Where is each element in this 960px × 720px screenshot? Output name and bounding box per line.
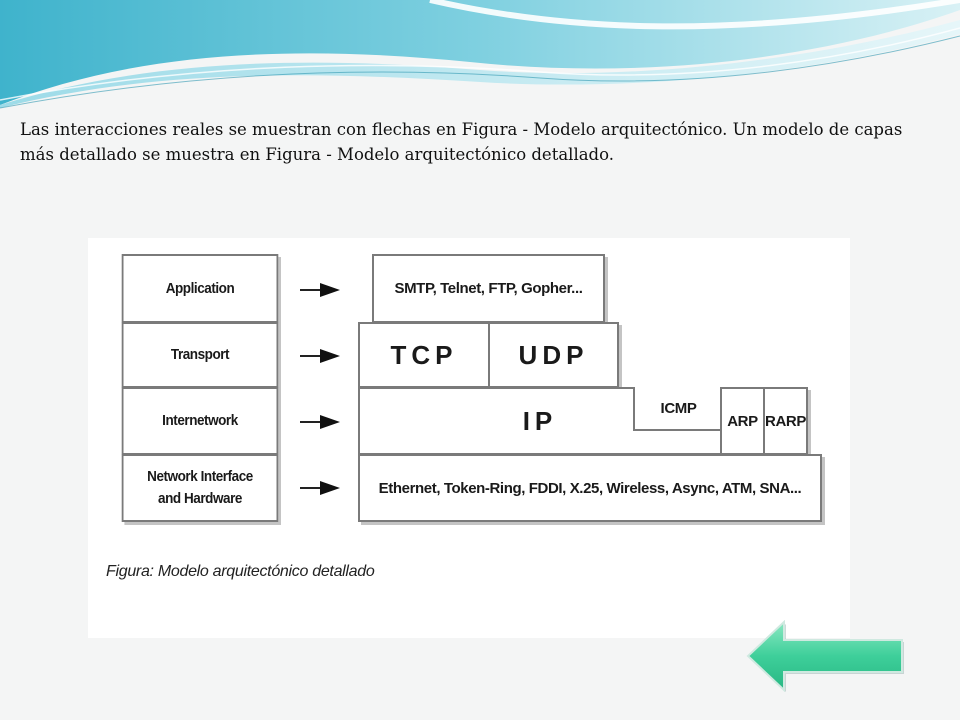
layer-internetwork: Internetwork — [122, 387, 279, 455]
back-button[interactable] — [744, 620, 906, 692]
right-arrow-icon — [300, 480, 340, 496]
right-arrow-icon — [300, 348, 340, 364]
left-arrow-icon — [748, 622, 904, 692]
figure-caption: Figura: Modelo arquitectónico detallado — [106, 563, 375, 580]
link-protocols-box: Ethernet, Token-Ring, FDDI, X.25, Wireless, Async, ATM, SNA... — [358, 454, 822, 522]
application-protocols-box: SMTP, Telnet, FTP, Gopher... — [372, 254, 605, 323]
icmp-box: ICMP — [633, 387, 722, 431]
layer-network-interface: Network Interface and Hardware — [122, 454, 279, 522]
right-arrow-icon — [300, 282, 340, 298]
arp-box: ARP — [720, 387, 765, 455]
layer-application: Application — [122, 254, 279, 323]
header-wave-decoration — [0, 0, 960, 120]
ip-box: IP — [358, 387, 722, 455]
layer-transport: Transport — [122, 322, 279, 388]
tcp-box: TCP — [358, 322, 490, 388]
rarp-box: RARP — [763, 387, 808, 455]
architecture-figure — [88, 238, 850, 638]
udp-box: UDP — [488, 322, 619, 388]
right-arrow-icon — [300, 414, 340, 430]
body-paragraph: Las interacciones reales se muestran con flechas en Figura - Modelo arquitectónico. Un modelo de capas más detallado se muestra en Figura - Modelo arquitectónico detallado. — [20, 120, 903, 164]
